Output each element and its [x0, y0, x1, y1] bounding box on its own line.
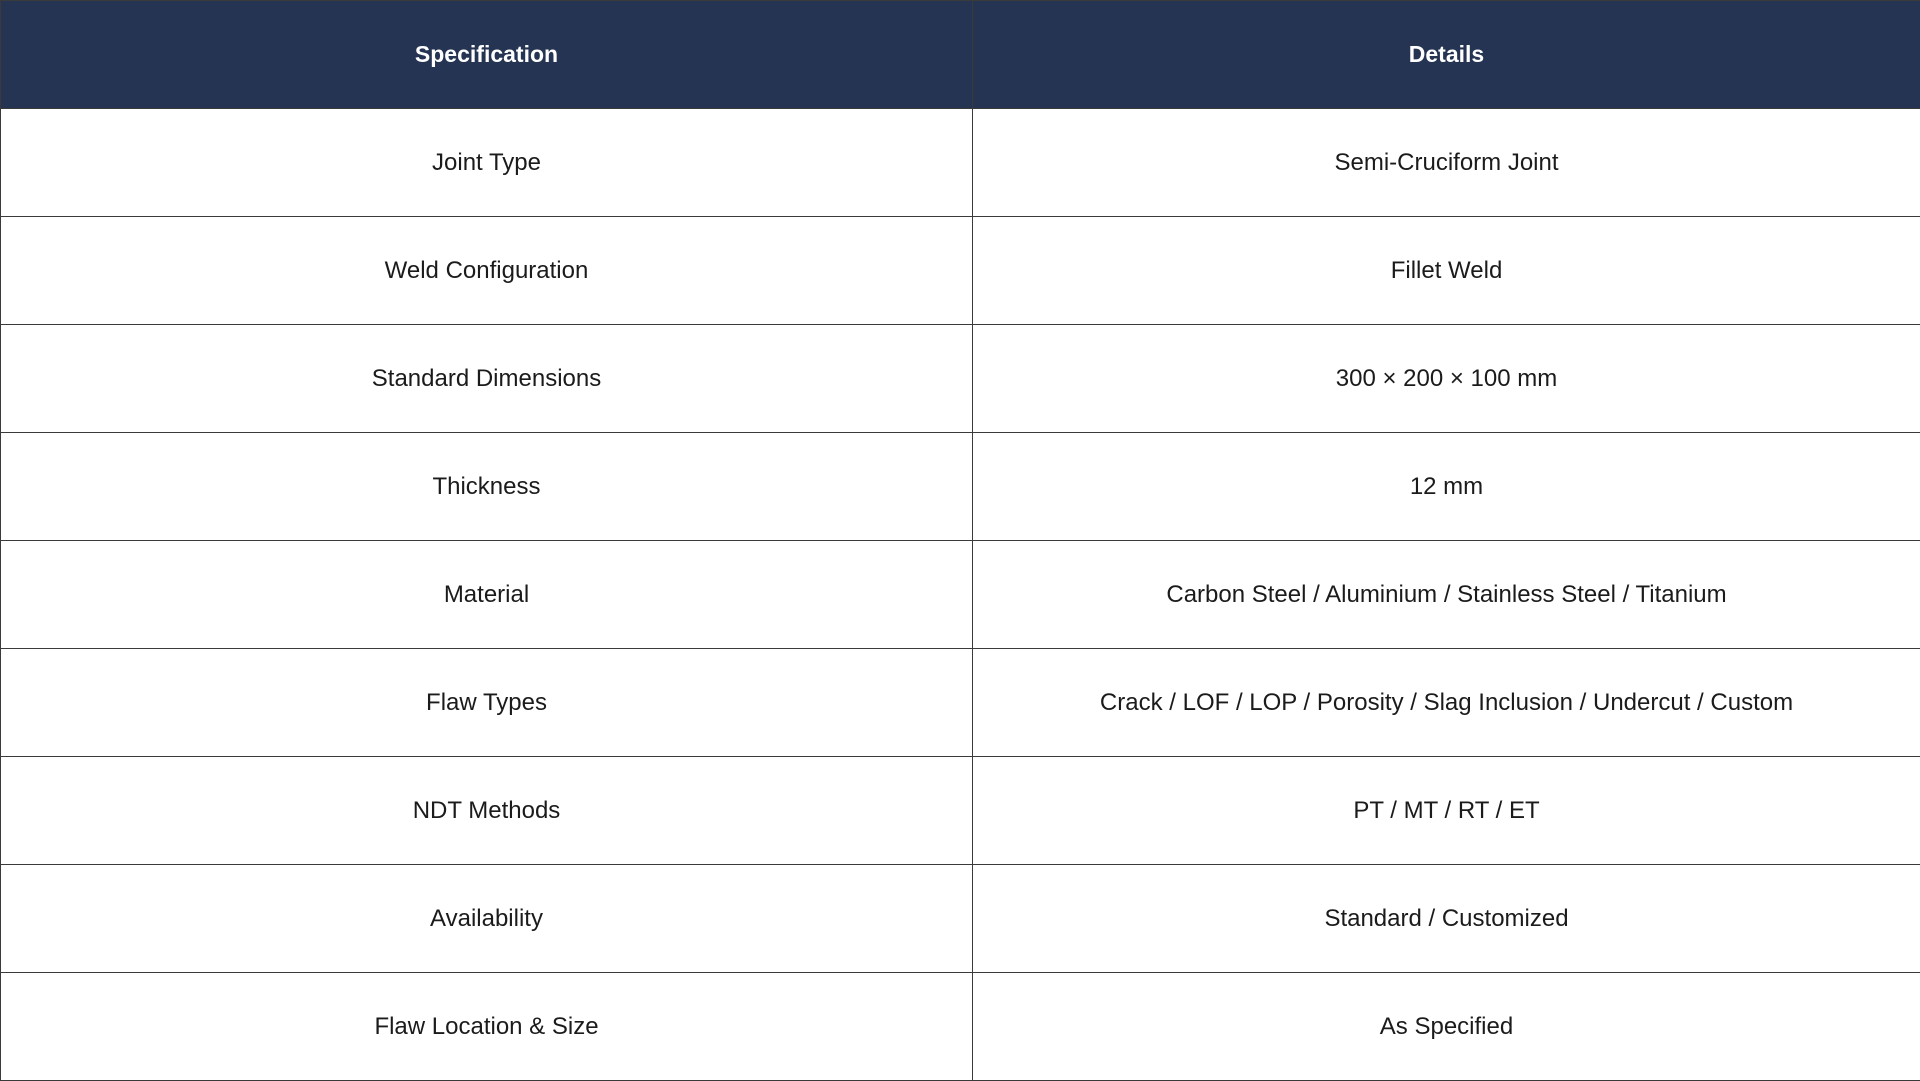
spec-cell: Material	[1, 541, 973, 649]
detail-cell: Standard / Customized	[973, 865, 1920, 973]
spec-cell: Thickness	[1, 433, 973, 541]
header-details: Details	[973, 1, 1920, 109]
table-body	[1, 109, 1920, 1081]
table-row	[1, 109, 1920, 217]
detail-cell: Carbon Steel / Aluminium / Stainless Steel / Titanium	[973, 541, 1920, 649]
spec-cell: Joint Type	[1, 109, 973, 217]
spec-cell: Standard Dimensions	[1, 325, 973, 433]
spec-cell: Availability	[1, 865, 973, 973]
table-row	[1, 865, 1920, 973]
detail-cell: Crack / LOF / LOP / Porosity / Slag Inclusion / Undercut / Custom	[973, 649, 1920, 757]
table-row	[1, 217, 1920, 325]
detail-cell: Fillet Weld	[973, 217, 1920, 325]
spec-cell: Flaw Location & Size	[1, 973, 973, 1081]
header-row	[1, 1, 1920, 109]
detail-cell: As Specified	[973, 973, 1920, 1081]
table-row	[1, 757, 1920, 865]
table-row	[1, 541, 1920, 649]
detail-cell: PT / MT / RT / ET	[973, 757, 1920, 865]
detail-cell: 12 mm	[973, 433, 1920, 541]
header-specification: Specification	[1, 1, 973, 109]
table-row	[1, 973, 1920, 1081]
table-header	[1, 1, 1920, 109]
spec-cell: NDT Methods	[1, 757, 973, 865]
detail-cell: 300 × 200 × 100 mm	[973, 325, 1920, 433]
spec-cell: Flaw Types	[1, 649, 973, 757]
spec-cell: Weld Configuration	[1, 217, 973, 325]
table-row	[1, 649, 1920, 757]
table-row	[1, 433, 1920, 541]
table-row	[1, 325, 1920, 433]
detail-cell: Semi-Cruciform Joint	[973, 109, 1920, 217]
